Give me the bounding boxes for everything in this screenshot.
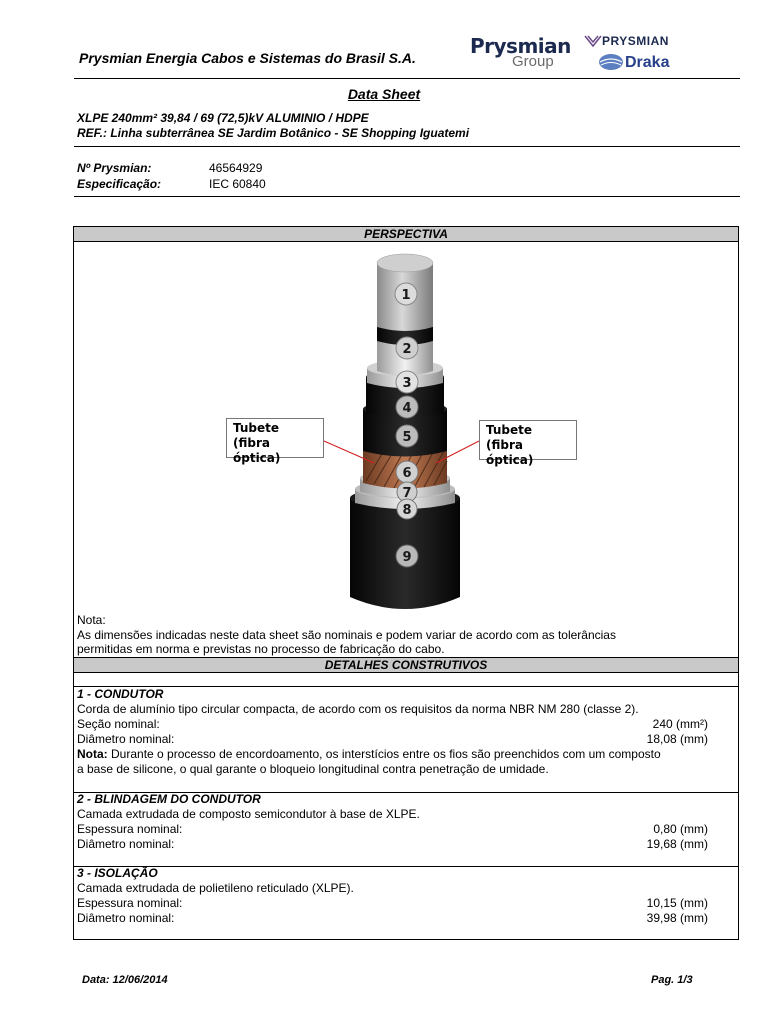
header-divider — [74, 78, 740, 79]
prysmian-number-label: Nº Prysmian: — [77, 161, 152, 175]
section-isolacao-desc: Camada extrudada de polietileno reticulado (XLPE). — [77, 881, 354, 895]
divider — [74, 196, 740, 197]
row-value: 18,08 (mm) — [646, 732, 708, 746]
divider — [74, 866, 738, 867]
row-value: 19,68 (mm) — [646, 837, 708, 851]
specification-value: IEC 60840 — [209, 177, 266, 191]
condutor-note-line2: a base de silicone, o qual garante o bloqueio longitudinal contra penetração de umidade. — [77, 762, 549, 776]
divider — [74, 686, 738, 687]
row-label: Espessura nominal: — [77, 896, 183, 910]
cable-cross-section-illustration — [74, 241, 738, 621]
row-label: Diâmetro nominal: — [77, 911, 175, 925]
row-value: 240 (mm²) — [652, 717, 708, 731]
section-condutor-desc: Corda de alumínio tipo circular compacta, de acordo com os requisitos da norma NBR NM 280 (classe 2). — [77, 702, 639, 716]
layer-number-6: 6 — [402, 466, 412, 481]
nota-title: Nota: — [77, 613, 106, 627]
layer-number-9: 9 — [402, 550, 412, 565]
layer-number-3: 3 — [402, 376, 412, 391]
section-condutor-title: 1 - CONDUTOR — [77, 687, 164, 701]
layer-number-2: 2 — [402, 342, 412, 357]
callout-right: Tubete (fibra óptica) — [479, 420, 577, 460]
callout-left: Tubete (fibra óptica) — [226, 418, 324, 458]
row-label: Seção nominal: — [77, 717, 160, 731]
row-value: 0,80 (mm) — [653, 822, 708, 836]
footer-date: Data: 12/06/2014 — [82, 974, 168, 986]
row-label: Diâmetro nominal: — [77, 837, 175, 851]
reference-line: REF.: Linha subterrânea SE Jardim Botânico - SE Shopping Iguatemi — [77, 126, 470, 140]
layer-number-8: 8 — [402, 503, 412, 518]
page-title: Data Sheet — [347, 86, 421, 102]
datasheet-table — [73, 226, 739, 940]
company-name: Prysmian Energia Cabos e Sistemas do Brasil S.A. — [79, 50, 416, 66]
row-value: 10,15 (mm) — [646, 896, 708, 910]
perspectiva-header: PERSPECTIVA — [74, 226, 738, 242]
draka-globe-icon — [598, 53, 624, 71]
layer-number-7: 7 — [402, 486, 412, 501]
row-label: Diâmetro nominal: — [77, 732, 175, 746]
prysmian-number-value: 46564929 — [209, 161, 263, 175]
nota-text-line2: permitidas em norma e previstas no processo de fabricação do cabo. — [77, 642, 445, 656]
detalhes-header: DETALHES CONSTRUTIVOS — [74, 657, 738, 673]
row-label: Espessura nominal: — [77, 822, 183, 836]
section-isolacao-title: 3 - ISOLAÇÃO — [77, 866, 158, 880]
nota-text-line1: As dimensões indicadas neste data sheet são nominais e podem variar de acordo com as tolerâncias — [77, 628, 616, 642]
divider — [74, 146, 740, 147]
cable-spec: XLPE 240mm² 39,84 / 69 (72,5)kV ALUMINIO / HDPE — [77, 111, 369, 125]
specification-label: Especificação: — [77, 177, 162, 191]
section-blindagem-title: 2 - BLINDAGEM DO CONDUTOR — [77, 792, 261, 806]
section-blindagem-desc: Camada extrudada de composto semicondutor à base de XLPE. — [77, 807, 420, 821]
layer-number-4: 4 — [402, 401, 412, 416]
prysmian-mark-icon — [584, 34, 602, 48]
prysmian-draka-logo: PRYSMIAN Draka — [584, 34, 714, 74]
condutor-note-line1: Nota: Durante o processo de encordoamento, os interstícios entre os fios são preenchidos com um composto — [77, 747, 661, 761]
layer-number-5: 5 — [402, 430, 412, 445]
layer-number-1: 1 — [401, 288, 411, 303]
row-value: 39,98 (mm) — [646, 911, 708, 925]
prysmian-group-logo: Prysmian Group — [470, 34, 571, 70]
footer-page-number: Pag. 1/3 — [651, 974, 693, 986]
